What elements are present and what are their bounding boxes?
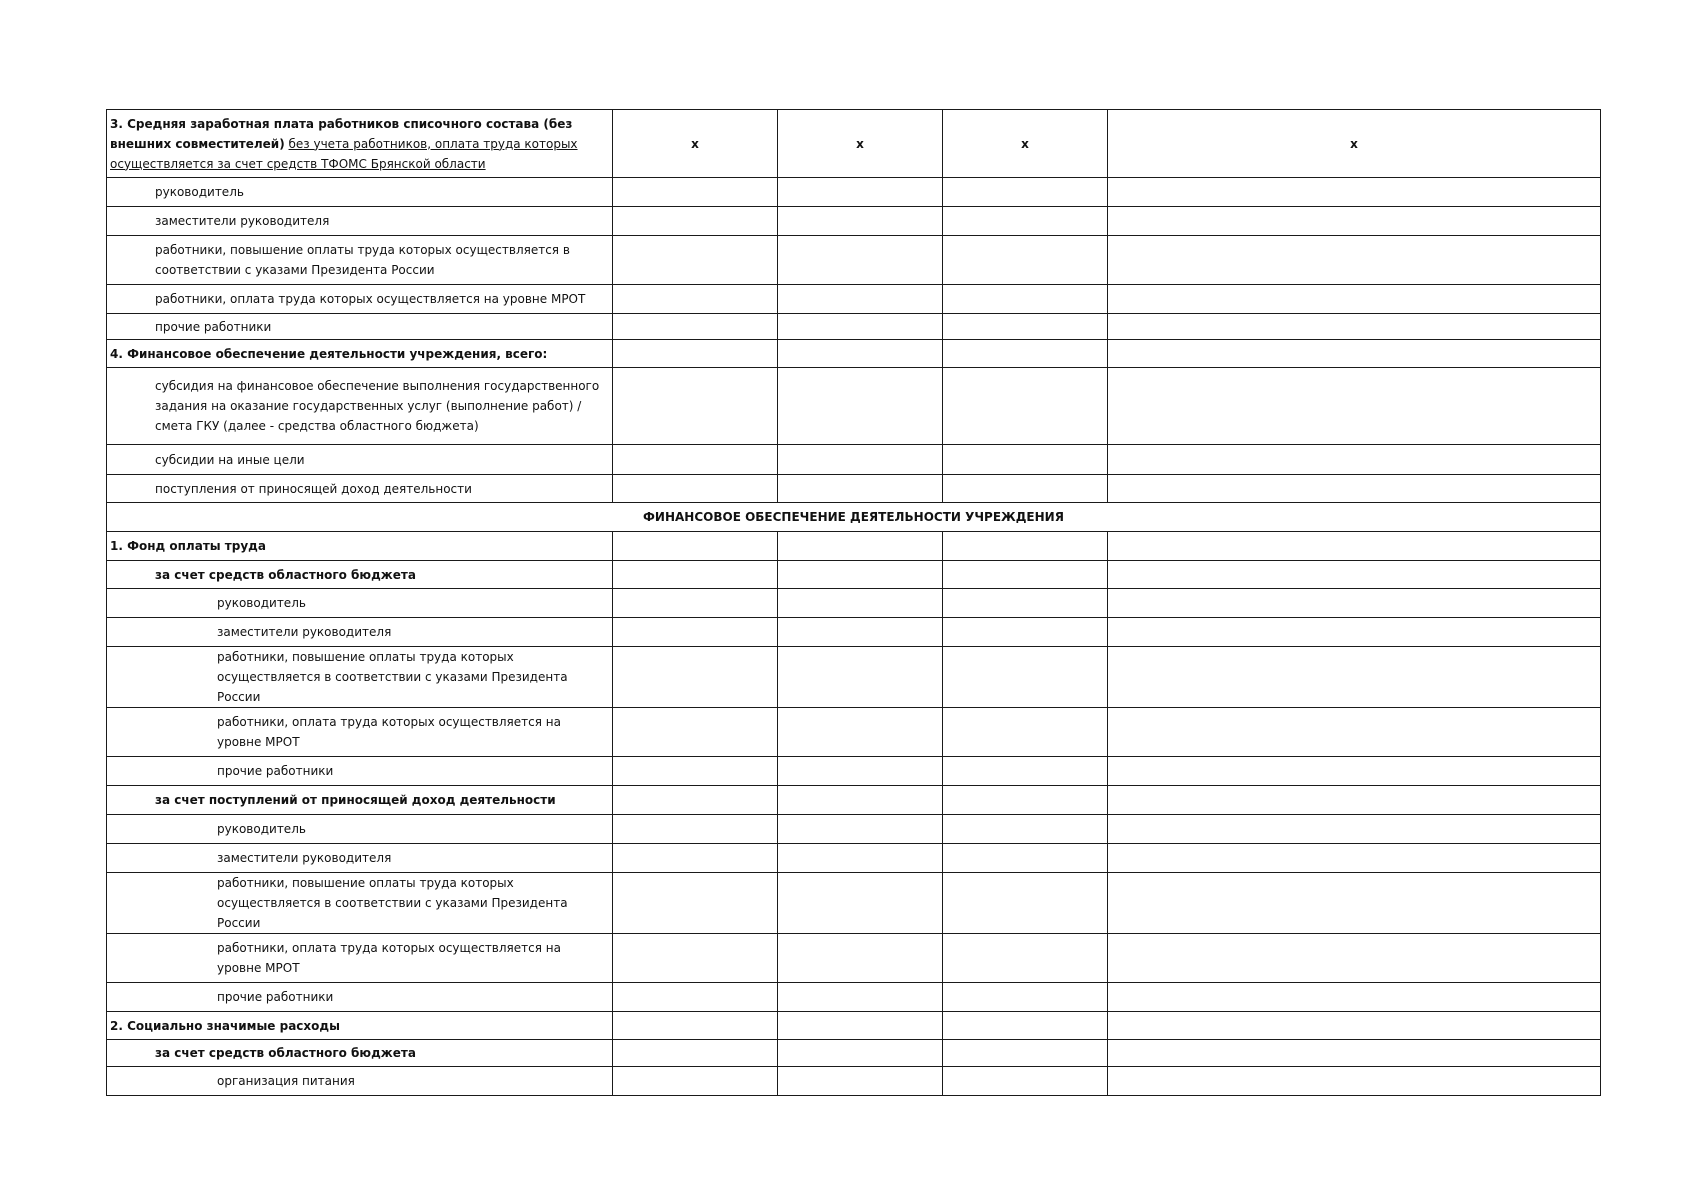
table-row [107, 618, 1601, 647]
value-cell [943, 934, 1108, 983]
value-cell [1108, 708, 1601, 757]
report-sheet [106, 109, 1600, 1096]
table-row [107, 285, 1601, 314]
value-cell [613, 786, 778, 815]
section-header-row [107, 503, 1601, 532]
value-cell [1108, 314, 1601, 340]
value-cell [778, 1067, 943, 1096]
value-cell [943, 207, 1108, 236]
table-row [107, 934, 1601, 983]
value-cell [613, 236, 778, 285]
report-table [106, 109, 1601, 1096]
value-cell [943, 983, 1108, 1012]
value-cell [943, 314, 1108, 340]
value-cell [778, 786, 943, 815]
row-label: заместители руководителя [107, 618, 613, 647]
value-cell [1108, 532, 1601, 561]
table-row [107, 368, 1601, 445]
value-cell [778, 207, 943, 236]
value-cell [943, 786, 1108, 815]
row-label: субсидия на финансовое обеспечение выполнения государственного задания на оказание государственных услуг (выполнение работ) / смета ГКУ (далее - средства областного бюджета) [107, 368, 613, 445]
table-row [107, 786, 1601, 815]
row-label: руководитель [107, 178, 613, 207]
value-cell [1108, 934, 1601, 983]
value-cell [943, 1040, 1108, 1067]
table-row [107, 236, 1601, 285]
value-cell [1108, 873, 1601, 934]
table-row [107, 647, 1601, 708]
row-label: прочие работники [107, 314, 613, 340]
table-row [107, 1012, 1601, 1040]
row-label [107, 110, 613, 178]
row-label: работники, повышение оплаты труда которых осуществляется в соответствии с указами Президента России [107, 236, 613, 285]
value-cell [1108, 475, 1601, 503]
value-cell [613, 1040, 778, 1067]
value-cell [1108, 207, 1601, 236]
value-cell [1108, 786, 1601, 815]
value-cell [778, 340, 943, 368]
value-cell [1108, 815, 1601, 844]
value-cell [778, 873, 943, 934]
table-row [107, 708, 1601, 757]
value-cell [1108, 1040, 1601, 1067]
value-cell [943, 178, 1108, 207]
value-cell [778, 445, 943, 475]
value-cell [943, 873, 1108, 934]
row-label: за счет средств областного бюджета [107, 561, 613, 589]
value-cell [1108, 285, 1601, 314]
table-row [107, 475, 1601, 503]
value-cell [1108, 757, 1601, 786]
row-label: за счет поступлений от приносящей доход деятельности [107, 786, 613, 815]
value-cell: x [778, 110, 943, 178]
row-label: руководитель [107, 589, 613, 618]
value-cell [1108, 983, 1601, 1012]
value-cell [613, 561, 778, 589]
value-cell [778, 1012, 943, 1040]
table-row [107, 1067, 1601, 1096]
table-row [107, 178, 1601, 207]
value-cell [778, 475, 943, 503]
value-cell: x [613, 110, 778, 178]
value-cell [1108, 589, 1601, 618]
value-cell [943, 757, 1108, 786]
row-label: прочие работники [107, 757, 613, 786]
value-cell [613, 873, 778, 934]
value-cell [943, 561, 1108, 589]
table-row [107, 314, 1601, 340]
value-cell [778, 1040, 943, 1067]
value-cell [1108, 368, 1601, 445]
value-cell [778, 561, 943, 589]
value-cell [613, 589, 778, 618]
value-cell [1108, 1012, 1601, 1040]
table-row [107, 757, 1601, 786]
value-cell [1108, 647, 1601, 708]
table-row [107, 110, 1601, 178]
value-cell [943, 445, 1108, 475]
value-cell [613, 1067, 778, 1096]
value-cell [613, 178, 778, 207]
value-cell [943, 340, 1108, 368]
row-label: 4. Финансовое обеспечение деятельности учреждения, всего: [107, 340, 613, 368]
value-cell [943, 236, 1108, 285]
value-cell [943, 708, 1108, 757]
value-cell [1108, 618, 1601, 647]
value-cell [778, 285, 943, 314]
value-cell [613, 757, 778, 786]
value-cell [778, 983, 943, 1012]
value-cell: x [943, 110, 1108, 178]
value-cell [613, 1012, 778, 1040]
value-cell [943, 647, 1108, 708]
table-row [107, 340, 1601, 368]
value-cell [613, 207, 778, 236]
value-cell [613, 368, 778, 445]
value-cell [613, 285, 778, 314]
row-label: работники, оплата труда которых осуществляется на уровне МРОТ [107, 934, 613, 983]
value-cell [778, 368, 943, 445]
value-cell [613, 934, 778, 983]
table-row [107, 873, 1601, 934]
row-label: руководитель [107, 815, 613, 844]
value-cell [778, 314, 943, 340]
row-label: работники, оплата труда которых осуществляется на уровне МРОТ [107, 708, 613, 757]
table-row [107, 445, 1601, 475]
row-label: работники, повышение оплаты труда которых осуществляется в соответствии с указами Президента России [107, 873, 613, 934]
table-row [107, 561, 1601, 589]
value-cell [943, 618, 1108, 647]
value-cell [613, 445, 778, 475]
row-label: за счет средств областного бюджета [107, 1040, 613, 1067]
row-label: организация питания [107, 1067, 613, 1096]
table-row [107, 844, 1601, 873]
value-cell [1108, 445, 1601, 475]
value-cell [943, 589, 1108, 618]
value-cell [613, 647, 778, 708]
row-label: субсидии на иные цели [107, 445, 613, 475]
value-cell [943, 1012, 1108, 1040]
value-cell [943, 285, 1108, 314]
value-cell [613, 340, 778, 368]
value-cell [778, 815, 943, 844]
row-label: поступления от приносящей доход деятельности [107, 475, 613, 503]
table-row [107, 983, 1601, 1012]
value-cell [943, 368, 1108, 445]
value-cell [778, 934, 943, 983]
row-label: работники, оплата труда которых осуществляется на уровне МРОТ [107, 285, 613, 314]
value-cell [778, 708, 943, 757]
row-label: 1. Фонд оплаты труда [107, 532, 613, 561]
value-cell [613, 532, 778, 561]
value-cell [1108, 236, 1601, 285]
value-cell [943, 844, 1108, 873]
value-cell [943, 815, 1108, 844]
value-cell [778, 532, 943, 561]
table-row [107, 207, 1601, 236]
value-cell [613, 815, 778, 844]
row-label-underlined-part: без учета работников, оплата труда которых осуществляется за счет средств ТФОМС Брянской области [110, 136, 578, 171]
value-cell [613, 708, 778, 757]
row-label: работники, повышение оплаты труда которых осуществляется в соответствии с указами Президента России [107, 647, 613, 708]
table-row [107, 1040, 1601, 1067]
value-cell [613, 475, 778, 503]
value-cell [778, 647, 943, 708]
value-cell [778, 757, 943, 786]
value-cell [943, 1067, 1108, 1096]
value-cell [613, 844, 778, 873]
value-cell [1108, 340, 1601, 368]
value-cell [613, 983, 778, 1012]
value-cell [778, 844, 943, 873]
value-cell [943, 475, 1108, 503]
table-row [107, 815, 1601, 844]
row-label: прочие работники [107, 983, 613, 1012]
value-cell [778, 236, 943, 285]
table-row [107, 532, 1601, 561]
row-label-bold-part: 3. Средняя заработная плата работников списочного состава (без внешних совместителей) [110, 116, 573, 151]
value-cell [1108, 178, 1601, 207]
value-cell [1108, 561, 1601, 589]
value-cell [1108, 1067, 1601, 1096]
value-cell [943, 532, 1108, 561]
value-cell [1108, 844, 1601, 873]
table-row [107, 589, 1601, 618]
report-table-body [107, 110, 1601, 1096]
value-cell [778, 178, 943, 207]
value-cell [613, 618, 778, 647]
section-title: ФИНАНСОВОЕ ОБЕСПЕЧЕНИЕ ДЕЯТЕЛЬНОСТИ УЧРЕЖДЕНИЯ [107, 503, 1601, 532]
row-label: заместители руководителя [107, 844, 613, 873]
value-cell [778, 618, 943, 647]
row-label: 2. Социально значимые расходы [107, 1012, 613, 1040]
value-cell [778, 589, 943, 618]
value-cell [613, 314, 778, 340]
row-label: заместители руководителя [107, 207, 613, 236]
value-cell: x [1108, 110, 1601, 178]
